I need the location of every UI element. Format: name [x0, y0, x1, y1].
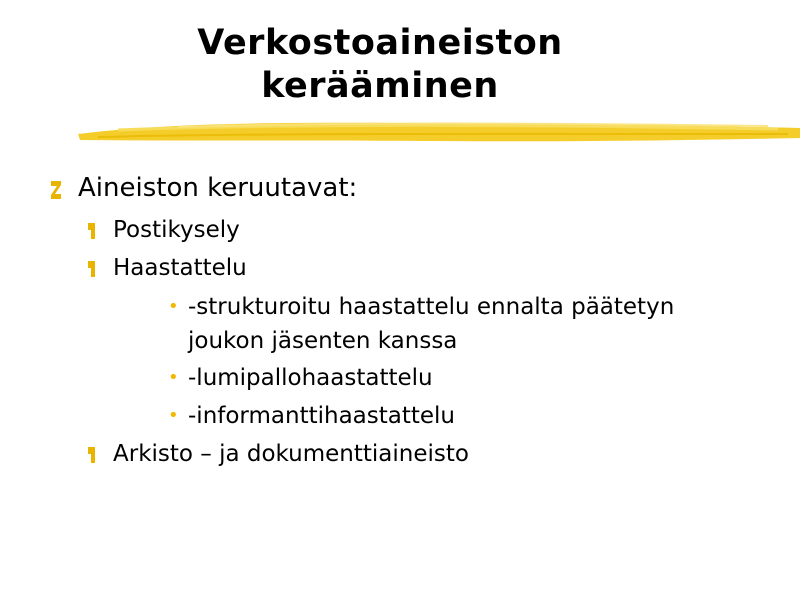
sub-bullet-dot: •: [168, 296, 179, 317]
slide-title: [0, 22, 760, 108]
y-bullet-icon: [87, 446, 96, 464]
list-item-arkisto: Arkisto – ja dokumenttiaineisto: [113, 441, 469, 467]
list-item-haastattelu: Haastattelu: [113, 255, 247, 281]
sub-item-strukturoitu: -strukturoitu haastattelu ennalta päätetyn joukon jäsenten kanssa: [188, 294, 675, 354]
sub-item-lumipallo: -lumipallohaastattelu: [188, 365, 433, 391]
title-line-1: Verkostoaineiston: [197, 23, 563, 63]
sub-item-informantti: -informanttihaastattelu: [188, 403, 456, 429]
zeta-bullet-icon: [50, 180, 62, 200]
title-line-2: kerääminen: [261, 66, 499, 106]
sub-bullet-dot: •: [168, 367, 179, 388]
brush-stroke-underline: [78, 112, 800, 148]
y-bullet-icon: [87, 222, 96, 240]
list-item-postikysely: Postikysely: [113, 217, 240, 243]
sub-bullet-dot: •: [168, 405, 179, 426]
y-bullet-icon: [87, 260, 96, 278]
bullet-text-level1: Aineiston keruutavat:: [78, 173, 358, 203]
